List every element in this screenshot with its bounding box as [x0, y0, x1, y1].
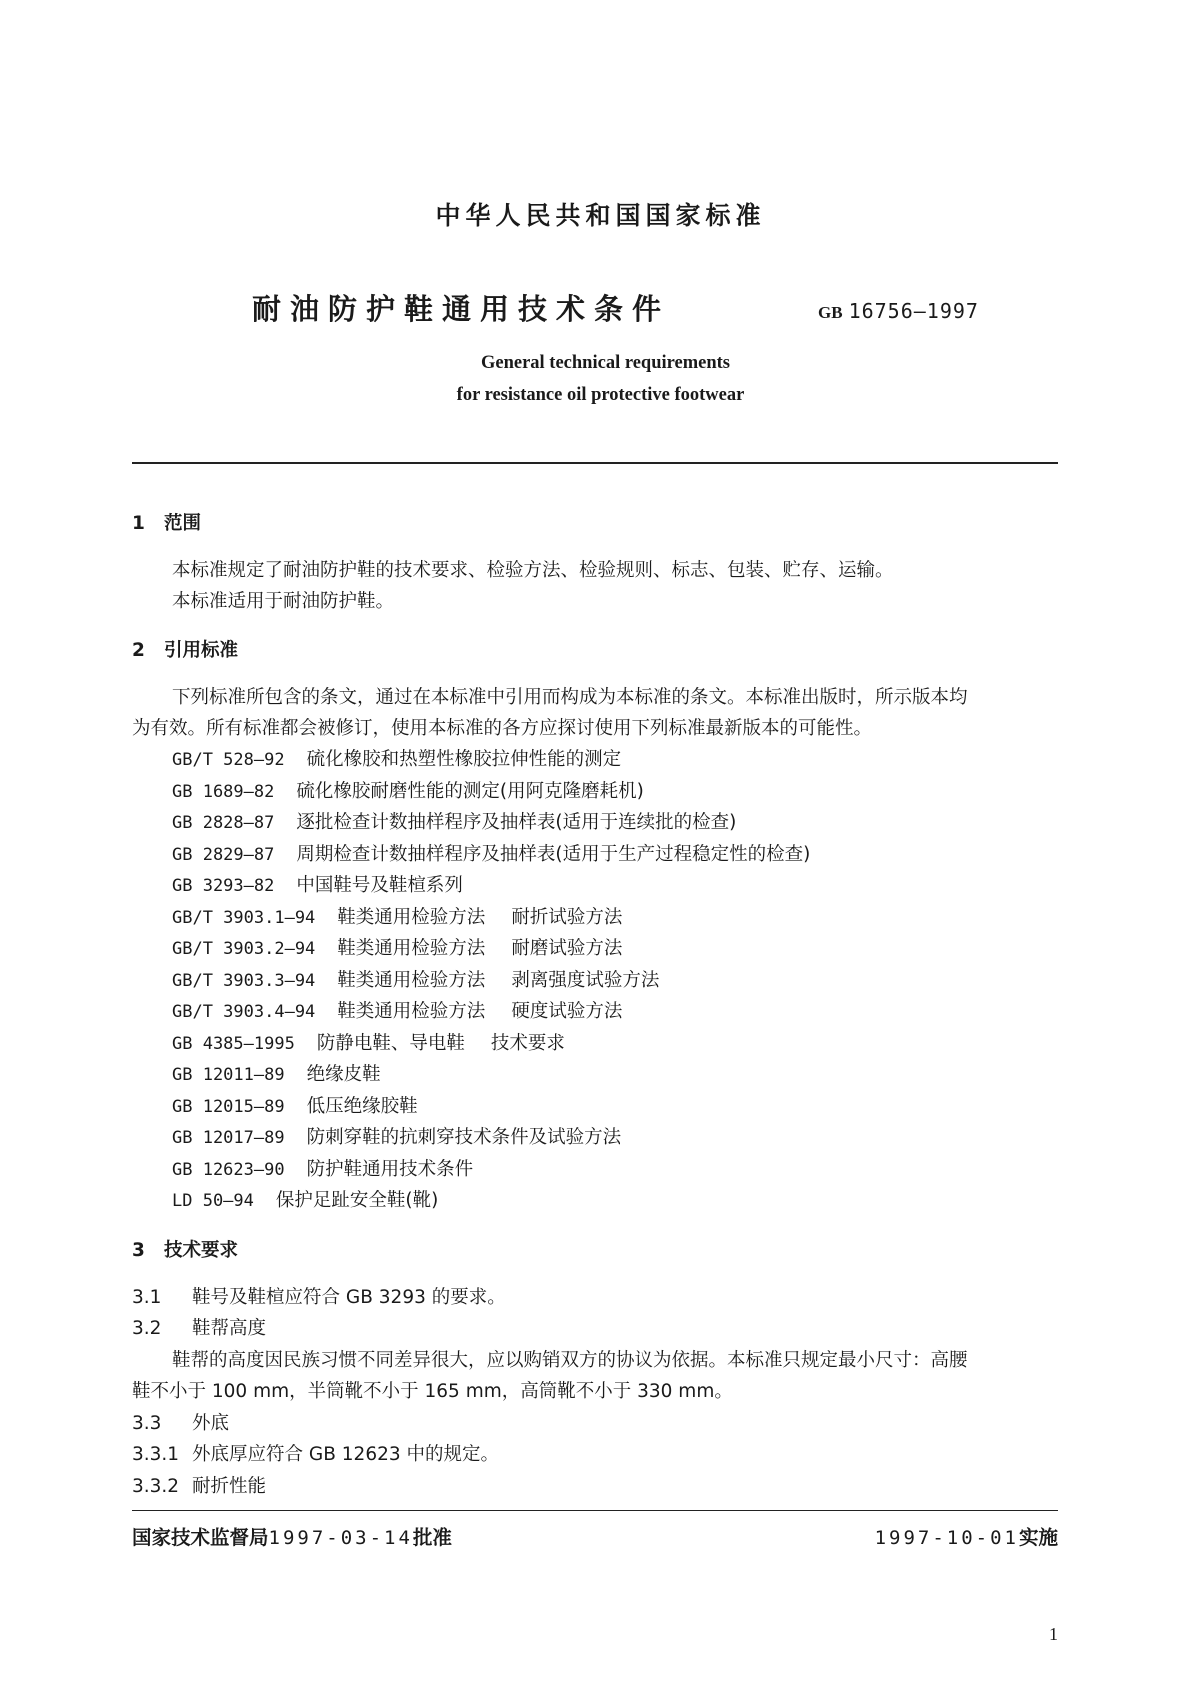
clause-3-3-1-number: 3.3.1 — [132, 1444, 180, 1465]
reference-item — [172, 1155, 473, 1181]
section-2-intro-line1: 下列标准所包含的条文，通过在本标准中引用而构成为本标准的条文。本标准出版时，所示版本均 — [172, 687, 968, 708]
reference-code: GB 12011—89 — [172, 1065, 285, 1085]
section-3-title: 技术要求 — [164, 1240, 239, 1261]
reference-title: 绝缘皮鞋 — [306, 1064, 381, 1085]
reference-title: 鞋类通用检验方法 — [337, 1001, 486, 1022]
document-title: 耐油防护鞋通用技术条件 — [252, 292, 671, 326]
reference-title: 硫化橡胶和热塑性橡胶拉伸性能的测定 — [306, 749, 622, 770]
clause-3-1 — [132, 1283, 506, 1309]
reference-title: 鞋类通用检验方法 — [337, 938, 486, 959]
reference-item — [172, 1060, 381, 1086]
approval-label: 批准 — [412, 1526, 452, 1549]
clause-3-1-number: 3.1 — [132, 1287, 162, 1308]
section-1-title: 范围 — [164, 513, 202, 534]
reference-code: GB 12623—90 — [172, 1160, 285, 1180]
reference-item — [172, 777, 644, 803]
section-3-heading — [132, 1236, 238, 1262]
reference-code: GB 2828—87 — [172, 813, 275, 833]
page-number: 1 — [1049, 1624, 1058, 1644]
clause-3-3-number: 3.3 — [132, 1413, 162, 1434]
approval-info — [132, 1522, 452, 1550]
header-divider — [132, 462, 1058, 464]
reference-item — [172, 1092, 418, 1118]
reference-code: GB/T 3903.2—94 — [172, 939, 316, 959]
reference-title: 鞋类通用检验方法 — [337, 907, 486, 928]
reference-title: 防护鞋通用技术条件 — [306, 1159, 474, 1180]
reference-title: 硫化橡胶耐磨性能的测定(用阿克隆磨耗机) — [296, 781, 644, 802]
section-2-number: 2 — [132, 640, 145, 661]
english-title-line1: General technical requirements — [480, 353, 731, 373]
clause-3-2-line2: 鞋不小于 100 mm，半筒靴不小于 165 mm，高筒靴不小于 330 mm。 — [132, 1381, 733, 1402]
reference-title: 鞋类通用检验方法 — [337, 970, 486, 991]
reference-code: GB 12017—89 — [172, 1128, 285, 1148]
reference-code: GB 4385—1995 — [172, 1034, 295, 1054]
approval-date: 1997-03-14 — [268, 1527, 413, 1549]
reference-code: GB 1689—82 — [172, 782, 275, 802]
reference-code: GB/T 528—92 — [172, 750, 285, 770]
reference-code: GB/T 3903.1—94 — [172, 908, 316, 928]
section-2-heading — [132, 636, 238, 662]
reference-title: 防静电鞋、导电鞋 — [316, 1033, 465, 1054]
reference-title: 逐批检查计数抽样程序及抽样表(适用于连续批的检查) — [296, 812, 737, 833]
clause-3-3-1-text: 外底厚应符合 GB 12623 中的规定。 — [192, 1444, 500, 1465]
section-2-title: 引用标准 — [164, 640, 239, 661]
section-3-number: 3 — [132, 1240, 145, 1261]
standard-code — [818, 299, 979, 323]
clause-3-3-title: 外底 — [192, 1413, 230, 1434]
clause-3-3-2-number: 3.3.2 — [132, 1476, 180, 1497]
reference-item — [172, 1029, 565, 1055]
approver: 国家技术监督局 — [132, 1526, 269, 1549]
reference-item — [172, 745, 621, 771]
reference-subtitle: 耐磨试验方法 — [511, 938, 623, 959]
reference-item — [172, 1123, 621, 1149]
reference-code: GB/T 3903.3—94 — [172, 971, 316, 991]
clause-3-2-line1: 鞋帮的高度因民族习惯不同差异很大，应以购销双方的协议为依据。本标准只规定最小尺寸：高腰 — [172, 1350, 968, 1371]
effective-date: 1997-10-01 — [874, 1527, 1019, 1549]
reference-item — [172, 840, 810, 866]
reference-title: 低压绝缘胶鞋 — [306, 1096, 418, 1117]
effective-info — [875, 1522, 1058, 1550]
reference-item — [172, 1186, 438, 1212]
reference-subtitle: 硬度试验方法 — [511, 1001, 623, 1022]
section-1-para1: 本标准规定了耐油防护鞋的技术要求、检验方法、检验规则、标志、包装、贮存、运输。 — [172, 560, 894, 581]
reference-code: GB 2829—87 — [172, 845, 275, 865]
reference-item — [172, 871, 463, 897]
clause-3-3-2 — [132, 1472, 266, 1498]
effective-label: 实施 — [1018, 1526, 1058, 1549]
standard-code-number: 16756—1997 — [848, 299, 979, 323]
footer-divider — [132, 1510, 1058, 1511]
reference-item — [172, 997, 622, 1023]
clause-3-2-number: 3.2 — [132, 1318, 162, 1339]
section-1-para2: 本标准适用于耐油防护鞋。 — [172, 591, 395, 612]
section-1-number: 1 — [132, 513, 145, 534]
reference-subtitle: 耐折试验方法 — [511, 907, 623, 928]
national-standard-heading: 中华人民共和国国家标准 — [435, 201, 766, 230]
reference-subtitle: 剥离强度试验方法 — [511, 970, 660, 991]
english-title-line2: for resistance oil protective footwear — [456, 385, 745, 405]
clause-3-3-1 — [132, 1440, 499, 1466]
reference-code: GB/T 3903.4—94 — [172, 1002, 316, 1022]
reference-code: GB 12015—89 — [172, 1097, 285, 1117]
reference-title: 保护足趾安全鞋(靴) — [275, 1190, 439, 1211]
clause-3-3-2-title: 耐折性能 — [192, 1476, 267, 1497]
reference-item — [172, 903, 622, 929]
standard-code-prefix: GB — [818, 303, 843, 322]
reference-item — [172, 934, 622, 960]
clause-3-2 — [132, 1314, 266, 1340]
clause-3-3 — [132, 1409, 229, 1435]
reference-title: 中国鞋号及鞋楦系列 — [296, 875, 463, 896]
reference-item — [172, 966, 659, 992]
reference-code: LD 50—94 — [172, 1191, 254, 1211]
reference-subtitle: 技术要求 — [490, 1033, 565, 1054]
reference-code: GB 3293—82 — [172, 876, 275, 896]
clause-3-2-title: 鞋帮高度 — [192, 1318, 267, 1339]
section-1-heading — [132, 509, 201, 535]
section-2-intro-line2: 为有效。所有标准都会被修订，使用本标准的各方应探讨使用下列标准最新版本的可能性。 — [132, 718, 873, 739]
clause-3-1-text: 鞋号及鞋楦应符合 GB 3293 的要求。 — [192, 1287, 506, 1308]
reference-title: 周期检查计数抽样程序及抽样表(适用于生产过程稳定性的检查) — [296, 844, 811, 865]
reference-title: 防刺穿鞋的抗刺穿技术条件及试验方法 — [306, 1127, 622, 1148]
reference-item — [172, 808, 736, 834]
